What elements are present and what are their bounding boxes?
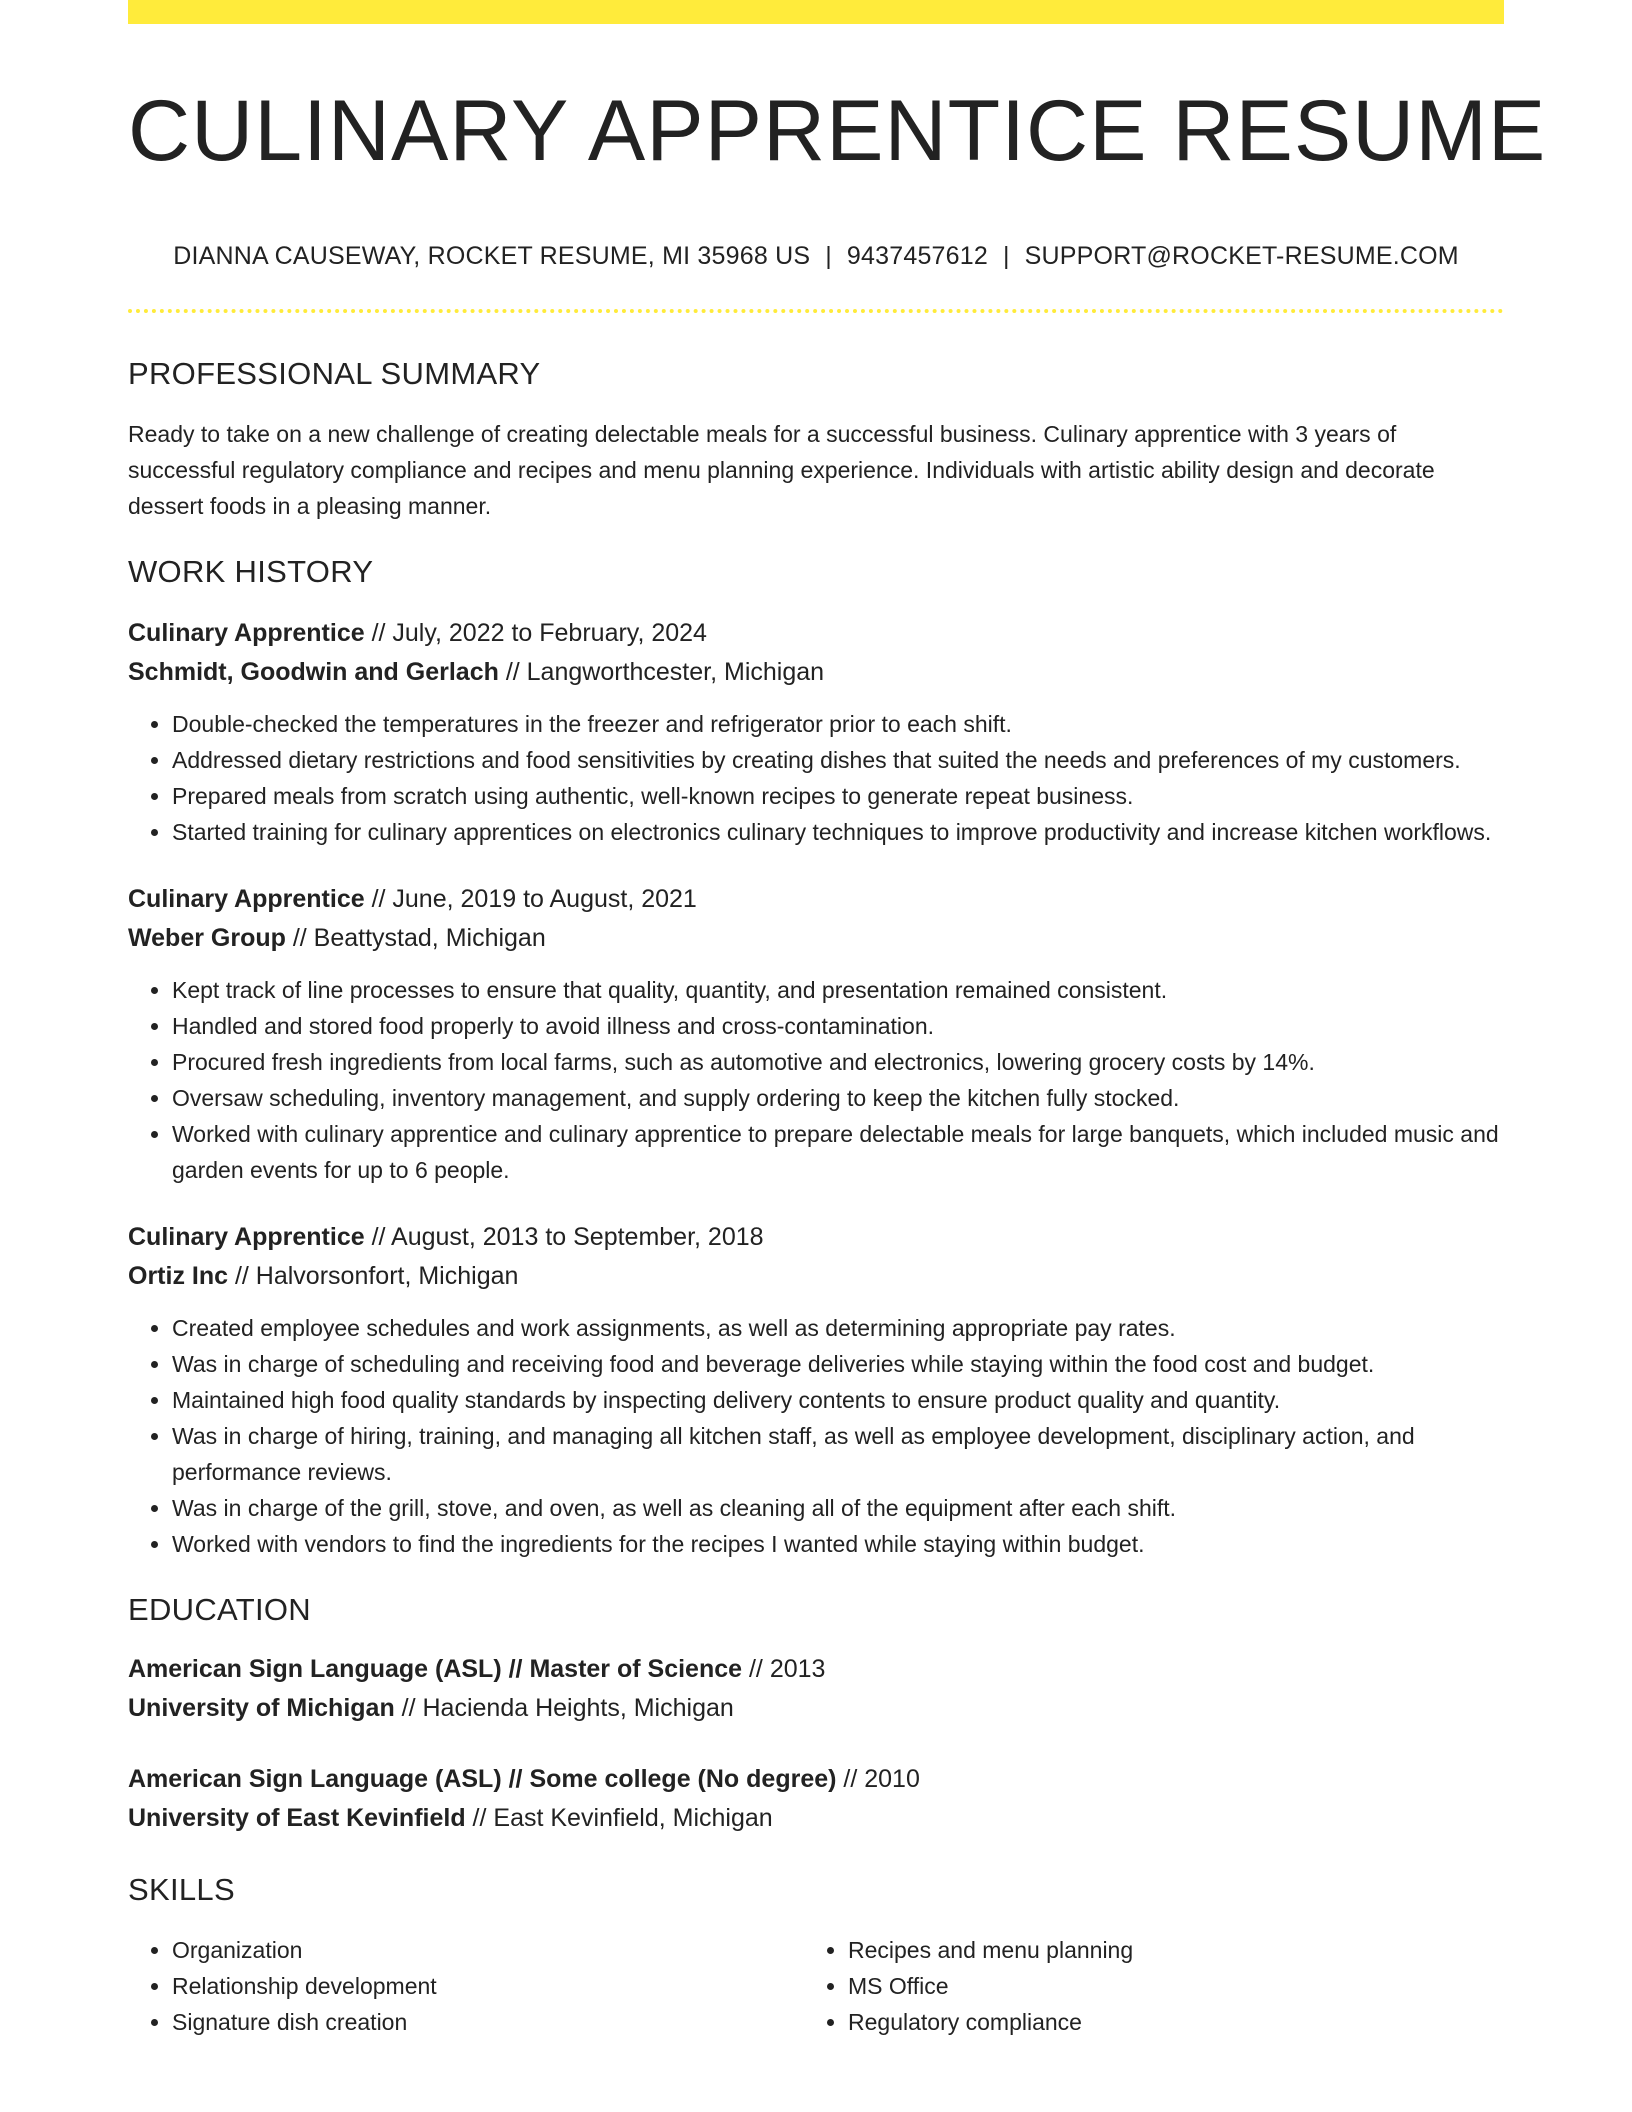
education-heading: EDUCATION [128,1592,311,1627]
school-name: University of East Kevinfield [128,1804,466,1832]
job-dates: // June, 2019 to August, 2021 [364,885,697,913]
skill-item: • Signature dish creation [172,2004,804,2040]
skill-item: • Recipes and menu planning [848,1932,1480,1968]
list-item: • Prepared meals from scratch using authentic, well-known recipes to generate repeat business. [172,778,1504,814]
accent-top-bar [128,0,1504,24]
contact-line [128,242,1504,271]
school-location: // East Kevinfield, Michigan [465,1804,773,1832]
job-entry [128,880,1504,1188]
job-title: Culinary Apprentice [128,885,365,913]
job-entry [128,1218,1504,1562]
skill-item: • MS Office [848,1968,1480,2004]
degree-year: // 2010 [836,1765,920,1793]
job-company-line [128,1257,1504,1296]
skill-item: • Regulatory compliance [848,2004,1480,2040]
job-title: Culinary Apprentice [128,1223,365,1251]
job-duties-list [128,706,1504,850]
page-title: CULINARY APPRENTICE RESUME [128,83,1547,179]
degree: American Sign Language (ASL) // Master of Science [128,1655,743,1683]
list-item: • Double-checked the temperatures in the freezer and refrigerator prior to each shift. [172,706,1504,742]
job-location: // Langworthcester, Michigan [498,658,825,686]
education-entry [128,1760,1504,1838]
school-name: University of Michigan [128,1694,395,1722]
list-item: • Was in charge of scheduling and receiving food and beverage deliveries while staying within the food cost and budget. [172,1346,1504,1382]
contact-address: DIANNA CAUSEWAY, ROCKET RESUME, MI 35968 US [173,242,811,270]
job-duties-list [128,972,1504,1188]
list-item: • Started training for culinary apprentices on electronics culinary techniques to improve productivity and increase kitchen workflows. [172,814,1504,850]
list-item: • Created employee schedules and work assignments, as well as determining appropriate pay rates. [172,1310,1504,1346]
school-location: // Hacienda Heights, Michigan [394,1694,734,1722]
list-item: • Was in charge of hiring, training, and managing all kitchen staff, as well as employee development, disciplinary action, and performance reviews. [172,1418,1504,1490]
job-company-line [128,653,1504,692]
job-company-line [128,919,1504,958]
list-item: • Kept track of line processes to ensure that quality, quantity, and presentation remained consistent. [172,972,1504,1008]
degree: American Sign Language (ASL) // Some college (No degree) [128,1765,837,1793]
school-line [128,1799,1504,1838]
list-item: • Procured fresh ingredients from local farms, such as automotive and electronics, lowering grocery costs by 14%. [172,1044,1504,1080]
contact-separator: | [1002,242,1010,270]
contact-separator: | [825,242,832,270]
education-entry [128,1650,1504,1728]
skills-list-left [128,1932,804,2040]
list-item: • Maintained high food quality standards by inspecting delivery contents to ensure product quality and quantity. [172,1382,1504,1418]
job-title-line [128,880,1504,919]
job-title-line [128,1218,1504,1257]
resume-page [128,0,1547,2040]
job-location: // Beattystad, Michigan [285,924,546,952]
list-item: • Was in charge of the grill, stove, and oven, as well as cleaning all of the equipment after each shift. [172,1490,1504,1526]
skill-item: • Organization [172,1932,804,1968]
skills-columns [128,1932,1504,2040]
summary-heading: PROFESSIONAL SUMMARY [128,356,541,391]
school-line [128,1689,1504,1728]
work-history-heading: WORK HISTORY [128,554,374,589]
list-item: • Oversaw scheduling, inventory management, and supply ordering to keep the kitchen fully stocked. [172,1080,1504,1116]
job-title-line [128,614,1504,653]
job-dates: // August, 2013 to September, 2018 [364,1223,764,1251]
summary-text: Ready to take on a new challenge of creating delectable meals for a successful business. Culinary apprentice with 3 years of successful regulatory compliance and recipes and menu planning experience. Individuals with artistic ability design and decorate dessert foods in a pleasing manner. [128,421,1435,519]
degree-line [128,1760,1504,1799]
degree-line [128,1650,1504,1689]
dotted-divider [128,309,1504,313]
list-item: • Worked with vendors to find the ingredients for the recipes I wanted while staying within budget. [172,1526,1504,1562]
contact-email: SUPPORT@ROCKET-RESUME.COM [1024,242,1459,270]
job-title: Culinary Apprentice [128,619,365,647]
job-company: Schmidt, Goodwin and Gerlach [128,658,499,686]
contact-phone: 9437457612 [846,242,988,270]
list-item: • Addressed dietary restrictions and food sensitivities by creating dishes that suited the needs and preferences of my customers. [172,742,1504,778]
job-duties-list [128,1310,1504,1562]
job-company: Weber Group [128,924,286,952]
job-dates: // July, 2022 to February, 2024 [364,619,707,647]
skills-heading: SKILLS [128,1872,235,1907]
skill-item: • Relationship development [172,1968,804,2004]
job-location: // Halvorsonfort, Michigan [228,1262,519,1290]
list-item: • Worked with culinary apprentice and culinary apprentice to prepare delectable meals for large banquets, which included music and garden events for up to 6 people. [172,1116,1504,1188]
job-entry [128,614,1504,850]
list-item: • Handled and stored food properly to avoid illness and cross-contamination. [172,1008,1504,1044]
skills-list-right [804,1932,1480,2040]
job-company: Ortiz Inc [128,1262,229,1290]
degree-year: // 2013 [742,1655,826,1683]
